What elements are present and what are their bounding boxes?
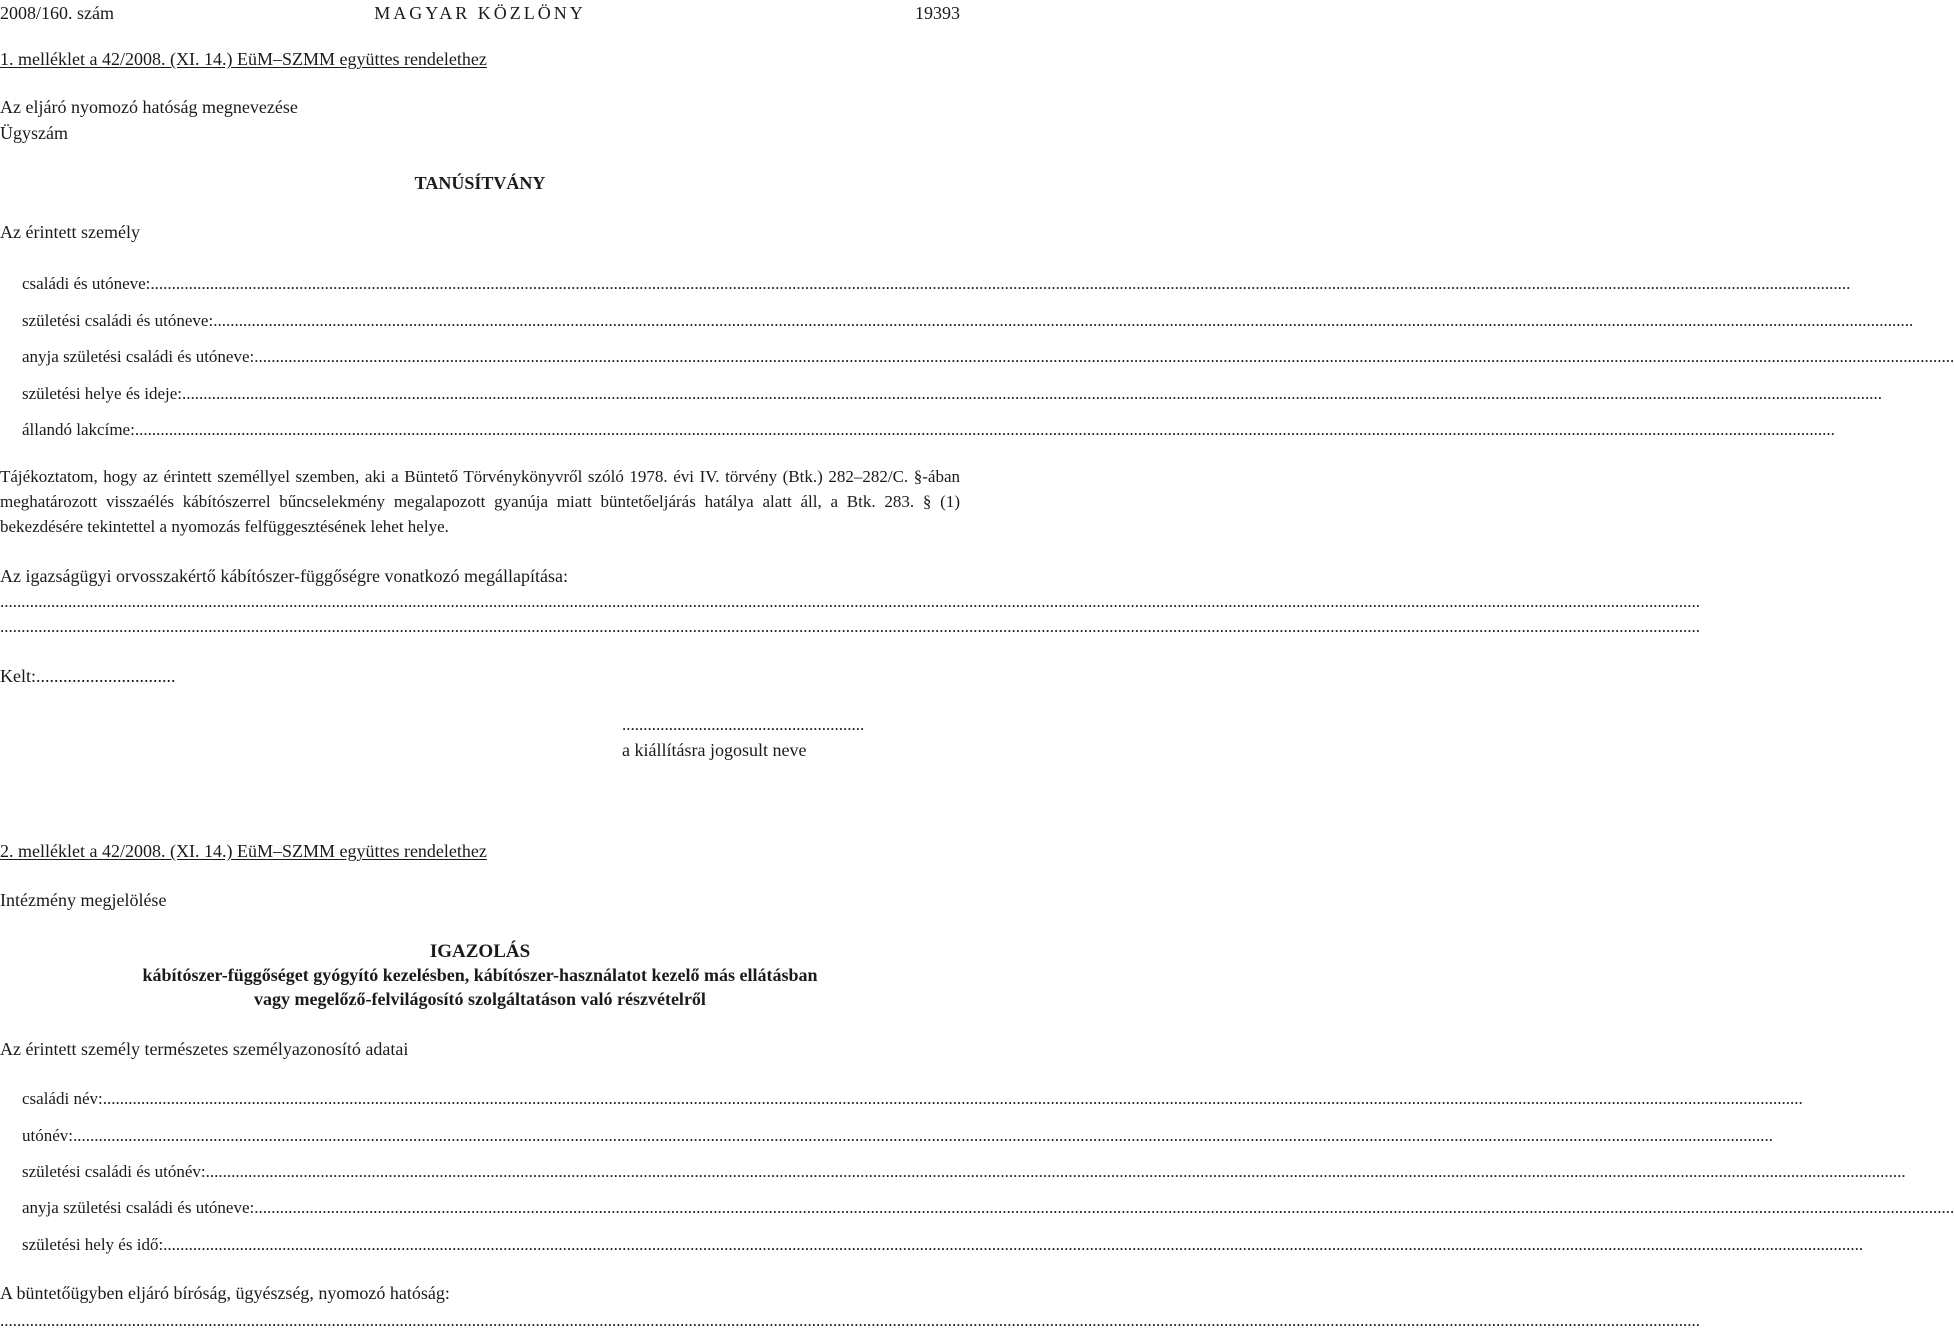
court-authority-label: A büntetőügyben eljáró bíróság, ügyészség, nyomozó hatóság: [0, 1283, 450, 1303]
field-given-name: utónév:................................................................................................................................................................................................................................................................................................................................................................................................................ [22, 1126, 1773, 1145]
dotted-fill-line: ................................................................................................................................................................................................................................................................................................................................................................................................................ [213, 311, 1914, 330]
dotted-fill-line: ................................................................................................................................................................................................................................................................................................................................................................................................................ [150, 274, 1851, 293]
dotted-fill-line: ................................................................................................................................................................................................................................................................................................................................................................................................................ [254, 1198, 1954, 1217]
field-birth-place-time: születési hely és idő:................................................................................................................................................................................................................................................................................................................................................................................................................ [22, 1235, 1864, 1254]
expert-finding-label: Az igazságügyi orvosszakértő kábítószer-függőségre vonatkozó megállapítása: [0, 566, 568, 586]
annex-2-title: 2. melléklet a 42/2008. (XI. 14.) EüM–SZMM együttes rendelethez [0, 841, 487, 861]
confirmation-subtitle-line-1: kábítószer-függőséget gyógyító kezelésben, kábítószer-használatot kezelő más ellátásban [142, 965, 818, 985]
dotted-fill-line: ................................................................................................................................................................................................................................................................................................................................................................................................................ [163, 1235, 1864, 1254]
affected-person-label: Az érintett személy [0, 222, 140, 242]
field-family-and-given-name: családi és utóneve:................................................................................................................................................................................................................................................................................................................................................................................................................ [22, 274, 1851, 293]
dotted-fill-line: ................................................................................................................................................................................................................................................................................................................................................................................................................ [205, 1162, 1906, 1181]
identity-data-label: Az érintett személy természetes személyazonosító adatai [0, 1039, 409, 1059]
confirmation-title: IGAZOLÁS [429, 941, 531, 962]
dotted-fill-line: ................................................................................................................................................................................................................................................................................................................................................................................................................ [254, 347, 1954, 366]
field-permanent-address: állandó lakcíme:................................................................................................................................................................................................................................................................................................................................................................................................................ [22, 420, 1835, 439]
confirmation-subtitle-line-2: vagy megelőző-felvilágosító szolgáltatáson való részvételről [254, 989, 706, 1009]
annex-1-title: 1. melléklet a 42/2008. (XI. 14.) EüM–SZMM együttes rendelethez [0, 49, 487, 69]
page-number: 19393 [915, 3, 960, 23]
field-mother-birth-name-2: anyja születési családi és utóneve:................................................................................................................................................................................................................................................................................................................................................................................................................ [22, 1198, 1954, 1217]
information-paragraph: Tájékoztatom, hogy az érintett személlyel szemben, aki a Büntető Törvénykönyvről szóló 1978. évi IV. törvény (Btk.) 282–282/C. §-ában meghatározott visszaélés kábítószerrel bűncselekmény megalapozott gyanúja miatt büntetőeljárás hatálya alatt áll, a Btk. 283. § (1) bekezdésére tekintettel a nyomozás felfüggesztésének lehet helye. [0, 467, 960, 536]
signature-label: a kiállításra jogosult neve [622, 740, 807, 760]
dotted-fill-line: ................................................................................................................................................................................................................................................................................................................................................................................................................ [102, 1089, 1803, 1108]
dotted-fill-line: ................................................................................................................................................................................................................................................................................................................................................................................................................ [182, 384, 1883, 403]
authority-name-label: Az eljáró nyomozó hatóság megnevezése [0, 97, 298, 117]
field-birth-place-date: születési helye és ideje:................................................................................................................................................................................................................................................................................................................................................................................................................ [22, 384, 1883, 403]
signature-line: ......................................................... [622, 715, 865, 734]
dotted-fill-line-expert-2: ................................................................................................................................................................................................................................................................................................................................................................................................................ [0, 617, 1700, 636]
dotted-fill-line-court: ................................................................................................................................................................................................................................................................................................................................................................................................................ [0, 1311, 1700, 1330]
field-birth-family-given-name: születési családi és utónév:................................................................................................................................................................................................................................................................................................................................................................................................................ [22, 1162, 1906, 1181]
field-family-name: családi név:................................................................................................................................................................................................................................................................................................................................................................................................................ [22, 1089, 1803, 1108]
case-number-label: Ügyszám [0, 123, 68, 143]
dotted-fill-line: ................................................................................................................................................................................................................................................................................................................................................................................................................ [134, 420, 1835, 439]
institution-label: Intézmény megjelölése [0, 890, 167, 910]
certificate-title: TANÚSÍTVÁNY [414, 173, 546, 193]
gazette-issue-number: 2008/160. szám [0, 3, 114, 23]
field-mother-birth-name: anyja születési családi és utóneve:................................................................................................................................................................................................................................................................................................................................................................................................................ [22, 347, 1954, 366]
dotted-fill-line: ................................................................................................................................................................................................................................................................................................................................................................................................................ [73, 1126, 1773, 1145]
gazette-title: MAGYAR KÖZLÖNY [374, 3, 586, 23]
date-field: Kelt:............................... [0, 666, 176, 686]
field-birth-name: születési családi és utóneve:................................................................................................................................................................................................................................................................................................................................................................................................................ [22, 311, 1914, 330]
dotted-fill-line-expert-1: ................................................................................................................................................................................................................................................................................................................................................................................................................ [0, 592, 1700, 611]
